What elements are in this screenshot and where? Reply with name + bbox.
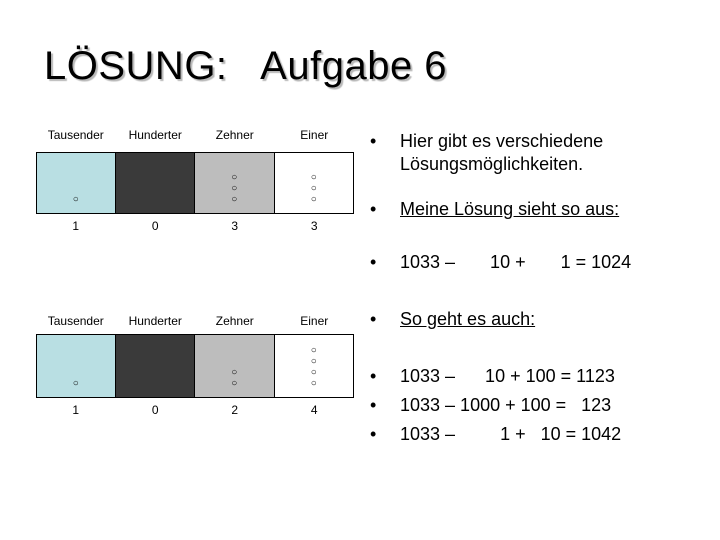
column-hunderter [116, 334, 196, 398]
stone-marker: ○ [310, 367, 317, 378]
digit-einer: 4 [310, 403, 318, 417]
column-einer [275, 334, 355, 398]
stone-marker: ○ [231, 183, 238, 194]
stone-marker: ○ [310, 194, 317, 205]
stone-marker: ○ [72, 378, 79, 389]
stone-marker: ○ [310, 378, 317, 389]
digit-einer: 3 [310, 219, 318, 233]
stone-marker: ○ [310, 345, 317, 356]
stone-marker: ○ [72, 194, 79, 205]
digit-tausender: 1 [72, 403, 80, 417]
column-einer [275, 152, 355, 214]
stone-marker: ○ [310, 172, 317, 183]
column-tausender [36, 334, 116, 398]
column-zehner [195, 334, 275, 398]
stone-stack [195, 368, 274, 389]
bullet-equation-3: • 1033 – 1000 + 100 = 123 [370, 394, 710, 417]
header-tausender: Tausender [47, 128, 104, 142]
stone-stack [195, 173, 274, 205]
digit-zehner: 2 [231, 403, 239, 417]
bullet-my-solution-wrap [370, 198, 710, 221]
column-hunderter [116, 152, 196, 214]
stone-stack [37, 195, 115, 205]
stone-marker: ○ [310, 356, 317, 367]
header-hunderter: Hunderter [128, 314, 182, 328]
stone-marker: ○ [310, 183, 317, 194]
digit-hunderter: 0 [151, 403, 159, 417]
bullet-also-works-wrap [370, 308, 710, 331]
stone-marker: ○ [231, 172, 238, 183]
page-title: LÖSUNG: Aufgabe 6 [44, 44, 448, 88]
column-zehner [195, 152, 275, 214]
header-zehner: Zehner [215, 128, 254, 142]
bullet-equation-4: • 1033 – 1 + 10 = 1042 [370, 423, 710, 446]
bullet-equation-2: • 1033 – 10 + 100 = 1123 [370, 365, 710, 388]
stone-stack [275, 173, 354, 205]
digit-hunderter: 0 [151, 219, 159, 233]
header-einer: Einer [300, 314, 329, 328]
bullet-equation-1: • 1033 – 10 + 1 = 1024 [370, 251, 710, 274]
header-einer: Einer [300, 128, 329, 142]
bullet-my-solution: Meine Lösung sieht so aus: [400, 199, 620, 219]
place-value-table-2 [36, 310, 354, 486]
stone-marker: ○ [231, 194, 238, 205]
column-tausender [36, 152, 116, 214]
stone-marker: ○ [231, 378, 238, 389]
solution-bullets [370, 130, 710, 446]
bullet-also-works: So geht es auch: [400, 309, 536, 329]
header-hunderter: Hunderter [128, 128, 182, 142]
header-tausender: Tausender [47, 314, 104, 328]
bullet-intro: • Hier gibt es verschiedene Lösungsmöglichkeiten. [370, 130, 710, 176]
header-zehner: Zehner [215, 314, 254, 328]
digit-zehner: 3 [231, 219, 239, 233]
stone-marker: ○ [231, 367, 238, 378]
stone-stack [37, 379, 115, 389]
place-value-table-1 [36, 124, 354, 300]
stone-stack [275, 346, 354, 389]
digit-tausender: 1 [72, 219, 80, 233]
